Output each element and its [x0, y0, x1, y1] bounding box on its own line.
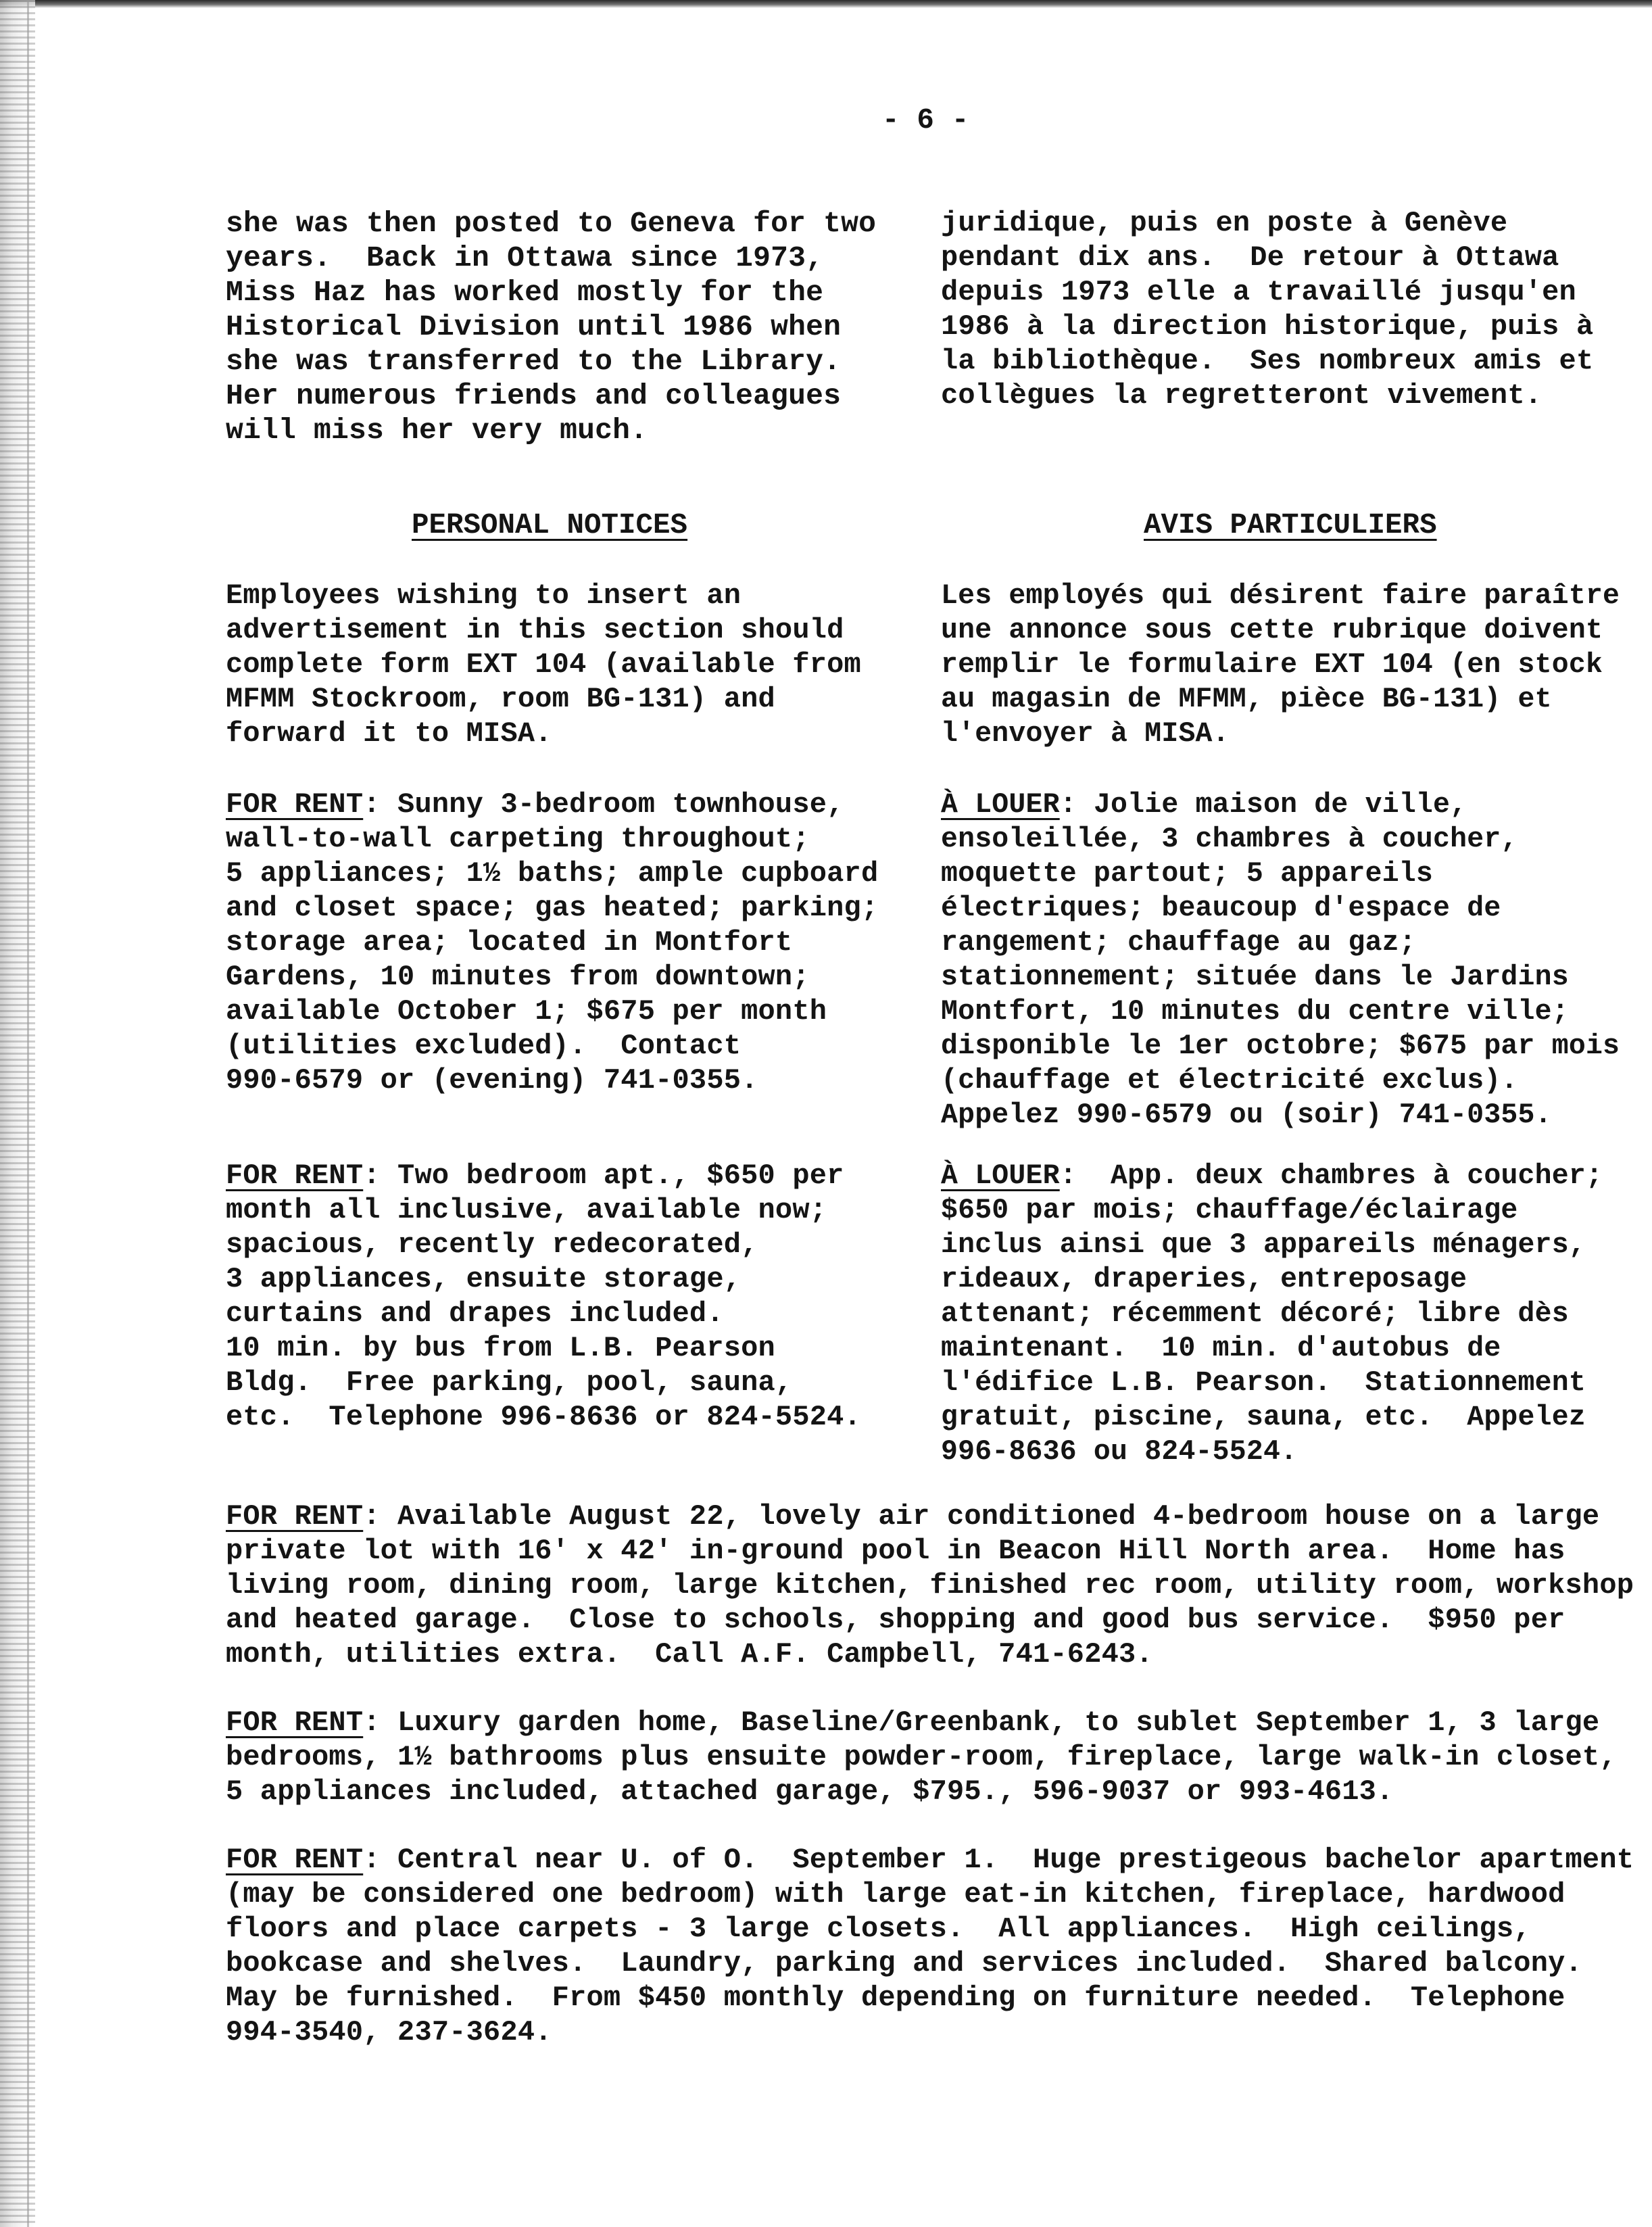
rental-ad-apartment-en	[226, 1159, 861, 1435]
ad-label-for-rent: FOR RENT	[226, 1159, 364, 1192]
notices-intro-en: Employees wishing to insert an advertisement in this section should complete form EXT 104 (available from MFMM Stockroom, room BG-131) and forward it to MISA.	[226, 579, 861, 750]
scan-binding-line	[27, 0, 29, 2227]
heading-personal-notices: PERSONAL NOTICES	[412, 509, 688, 542]
ad-body: private lot with 16' x 42' in-ground pool in Beacon Hill North area. Home has living room, dining room, large kitchen, finished rec room, utility room, workshop and heated garage. Close to schools, shopping and good bus service. $950 per month, utilities extra. Call A.F. Campbell, 741-6243.	[226, 1535, 1634, 1671]
ad-body: (may be considered one bedroom) with large eat-in kitchen, fireplace, hardwood floors and place carpets - 3 large closets. All appliances. High ceilings, bookcase and shelves. Laundry, parking and services included. Shared balcony. May be furnished. From $450 monthly depending on furniture needed. Telephone 994-3540, 237-3624.	[226, 1878, 1582, 2049]
ad-body: ensoleillée, 3 chambres à coucher, moquette partout; 5 appareils électriques; beaucoup d'espace de rangement; chauffage au gaz; stationnement; située dans le Jardins Montfort, 10 minutes du centre ville; disponible le 1er octobre; $675 par mois (chauffage et électricité exclus). Appelez 990-6579 ou (soir) 741-0355.	[941, 823, 1620, 1131]
scan-top-edge	[0, 0, 1652, 8]
ad-first-line: : Sunny 3-bedroom townhouse,	[363, 788, 844, 821]
ad-label-for-rent: FOR RENT	[226, 1844, 364, 1876]
ad-body: month all inclusive, available now; spacious, recently redecorated, 3 appliances, ensuite storage, curtains and drapes included. 10 min. by bus from L.B. Pearson Bldg. Free parking, pool, sauna, etc. Telephone 996-8636 or 824-5524.	[226, 1194, 861, 1433]
ad-label-for-rent: FOR RENT	[226, 1706, 364, 1739]
rental-ad-house	[226, 1500, 1634, 1672]
ad-label-a-louer: À LOUER	[941, 1160, 1060, 1192]
ad-label-a-louer: À LOUER	[941, 789, 1060, 821]
notices-intro-fr: Les employés qui désirent faire paraître une annonce sous cette rubrique doivent remplir le formulaire EXT 104 (en stock au magasin de MFMM, pièce BG-131) et l'envoyer à MISA.	[941, 580, 1620, 750]
page-number: - 6 -	[882, 104, 969, 137]
ad-first-line: : Available August 22, lovely air conditioned 4-bedroom house on a large	[363, 1500, 1600, 1533]
ad-body: wall-to-wall carpeting throughout; 5 appliances; 1½ baths; ample cupboard and closet space; gas heated; parking; storage area; located in Montfort Gardens, 10 minutes from downtown; available October 1; $675 per month (utilities excluded). Contact 990-6579 or (evening) 741-0355.	[226, 823, 879, 1097]
ad-first-line: : App. deux chambres à coucher;	[1059, 1160, 1603, 1192]
rental-ad-apartment-fr	[941, 1159, 1603, 1469]
rental-ad-townhouse-fr	[941, 788, 1620, 1132]
heading-avis-particuliers: AVIS PARTICULIERS	[1144, 509, 1437, 542]
ad-first-line: : Jolie maison de ville,	[1059, 789, 1467, 821]
obituary-text-en: she was then posted to Geneva for two years. Back in Ottawa since 1973, Miss Haz has worked mostly for the Historical Division until 1986 when she was transferred to the Library. Her numerous friends and colleagues will miss her very much.	[226, 207, 877, 447]
ad-body: bedrooms, 1½ bathrooms plus ensuite powder-room, fireplace, large walk-in closet, 5 appliances included, attached garage, $795., 596-9037 or 993-4613.	[226, 1741, 1617, 1808]
rental-ad-bachelor	[226, 1843, 1634, 2050]
ad-label-for-rent: FOR RENT	[226, 788, 364, 821]
rental-ad-townhouse-en	[226, 788, 878, 1098]
ad-first-line: : Two bedroom apt., $650 per	[363, 1159, 844, 1192]
scan-binding-edge	[0, 0, 35, 2227]
ad-label-for-rent: FOR RENT	[226, 1500, 364, 1533]
ad-first-line: : Central near U. of O. September 1. Huge prestigeous bachelor apartment	[363, 1844, 1634, 1876]
ad-body: $650 par mois; chauffage/éclairage inclus ainsi que 3 appareils ménagers, rideaux, draperies, entreposage attenant; récemment décoré; libre dès maintenant. 10 min. d'autobus de l'édifice L.B. Pearson. Stationnement gratuit, piscine, sauna, etc. Appelez 996-8636 ou 824-5524.	[941, 1195, 1586, 1468]
rental-ad-garden-home	[226, 1706, 1617, 1809]
ad-first-line: : Luxury garden home, Baseline/Greenbank, to sublet September 1, 3 large	[363, 1706, 1600, 1739]
obituary-text-fr: juridique, puis en poste à Genève pendant dix ans. De retour à Ottawa depuis 1973 elle a travaillé jusqu'en 1986 à la direction historique, puis à la bibliothèque. Ses nombreux amis et collègues la regretteront vivement.	[941, 207, 1594, 412]
